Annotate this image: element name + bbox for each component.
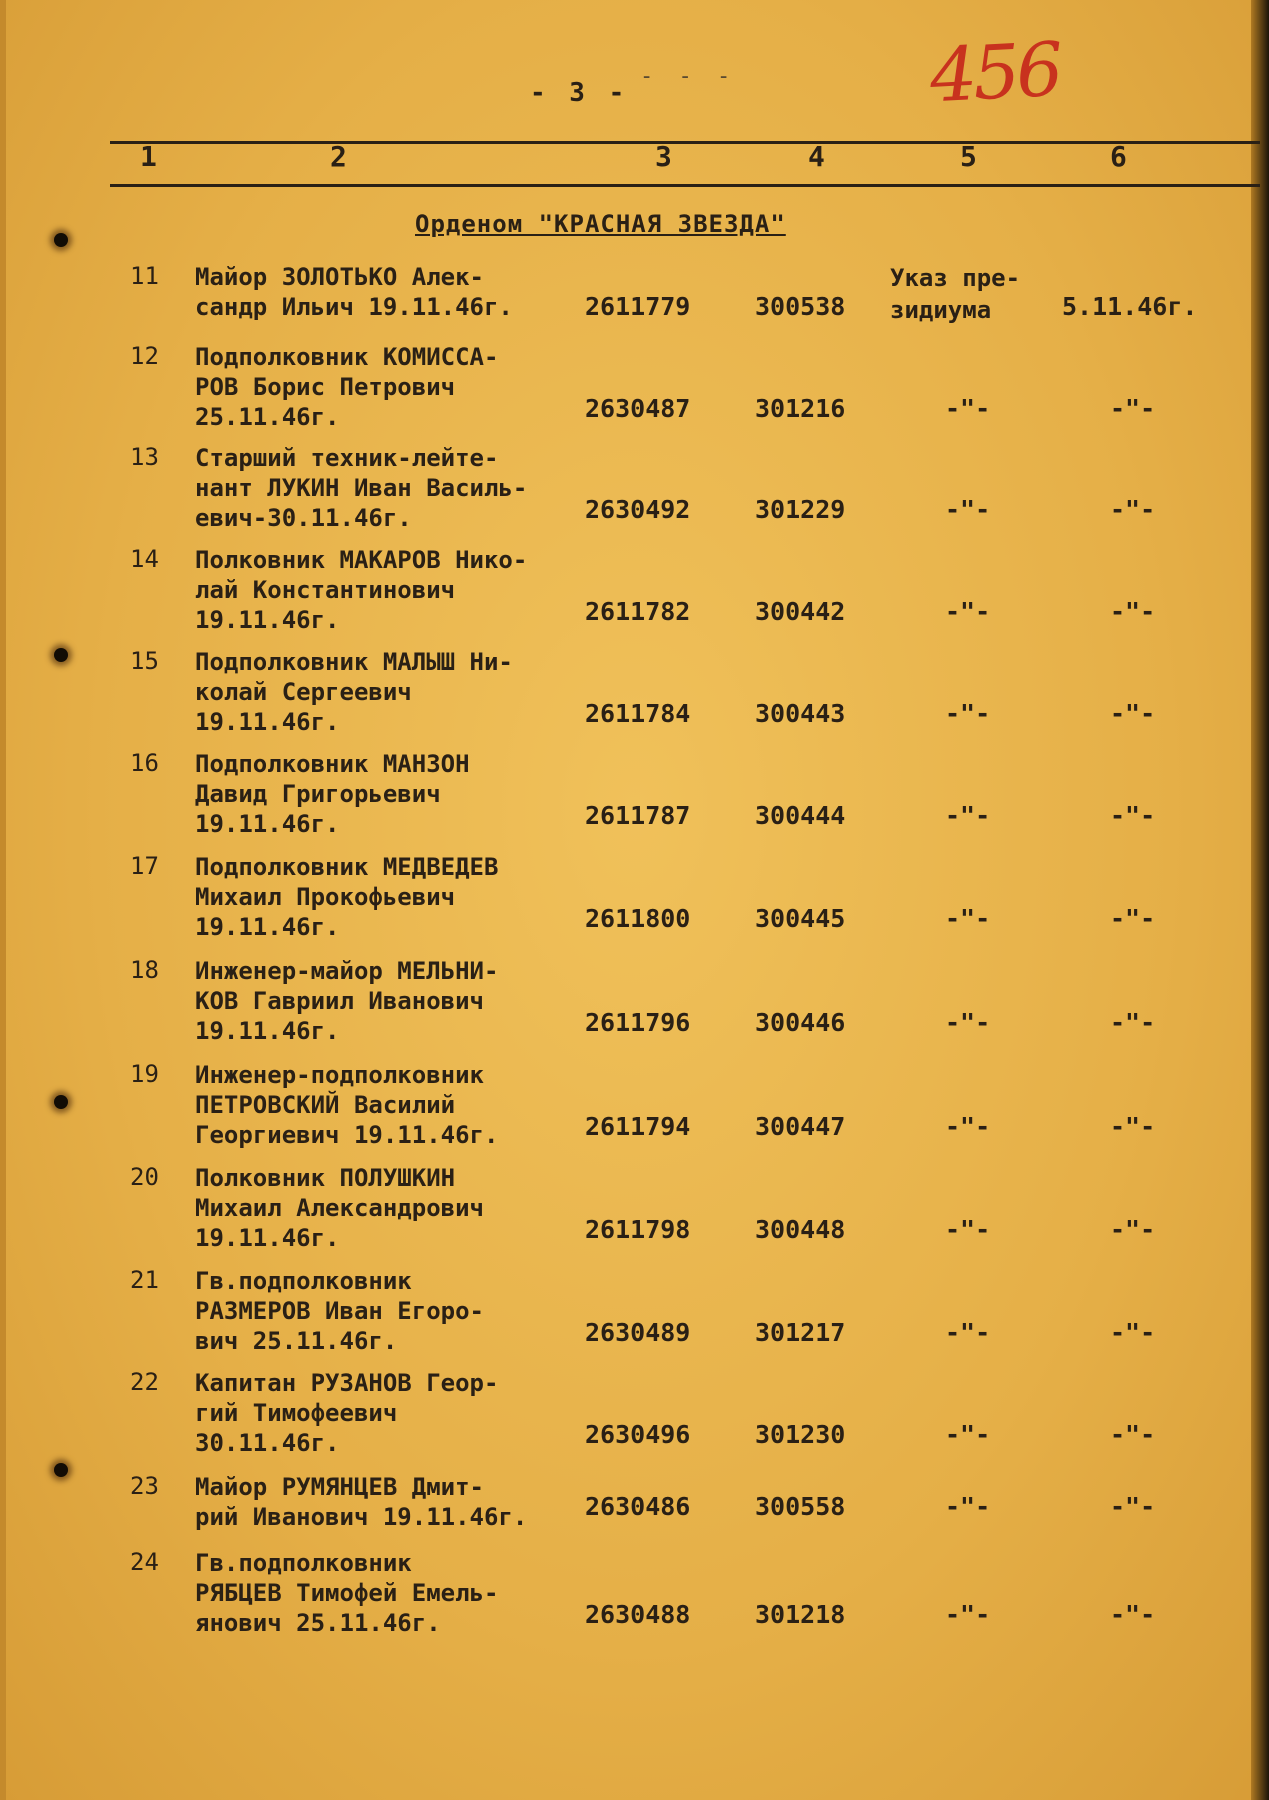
column-header-4: 4	[808, 140, 825, 173]
row-col6: -"-	[1110, 1008, 1156, 1037]
column-header-5: 5	[960, 140, 977, 173]
page-number: - 3 -	[530, 78, 629, 108]
row-number: 18	[130, 956, 159, 984]
row-col3: 2611796	[585, 1008, 691, 1037]
punch-hole	[54, 648, 68, 662]
row-col3: 2611782	[585, 597, 691, 626]
row-col4: 300442	[755, 597, 846, 626]
row-description: Гв.подполковник РЯБЦЕВ Тимофей Емель- янович 25.11.46г.	[195, 1549, 499, 1637]
row-description: Полковник ПОЛУШКИН Михаил Александрович 19.11.46г.	[195, 1164, 484, 1252]
row-col3: 2611794	[585, 1112, 691, 1141]
row-col4: 300538	[755, 292, 846, 321]
row-col6: -"-	[1110, 801, 1156, 830]
row-col3: 2630496	[585, 1420, 691, 1449]
row-col3: 2611784	[585, 699, 691, 728]
row-col4: 301229	[755, 495, 846, 524]
row-number: 20	[130, 1163, 159, 1191]
row-col6: -"-	[1110, 699, 1156, 728]
row-col4: 301217	[755, 1318, 846, 1347]
row-number: 12	[130, 342, 159, 370]
row-col5: -"-	[945, 1318, 991, 1347]
row-col4: 301218	[755, 1600, 846, 1629]
row-col5: -"-	[945, 1492, 991, 1521]
header-rule-top	[110, 141, 1260, 144]
row-description: Полковник МАКАРОВ Нико- лай Константинович 19.11.46г.	[195, 546, 528, 634]
column-header-3: 3	[655, 140, 672, 173]
row-col5: -"-	[945, 597, 991, 626]
row-col6: -"-	[1110, 495, 1156, 524]
row-col5: -"-	[945, 801, 991, 830]
page-right-edge	[1251, 0, 1269, 1800]
row-description: Инженер-подполковник ПЕТРОВСКИЙ Василий Георгиевич 19.11.46г.	[195, 1061, 499, 1149]
row-description: Гв.подполковник РАЗМЕРОВ Иван Егоро- вич 25.11.46г.	[195, 1267, 484, 1355]
column-header-6: 6	[1110, 140, 1127, 173]
section-title: Орденом "КРАСНАЯ ЗВЕЗДА"	[415, 210, 786, 238]
row-col6: -"-	[1110, 1600, 1156, 1629]
row-col6: -"-	[1110, 1215, 1156, 1244]
row-number: 21	[130, 1266, 159, 1294]
row-col4: 300448	[755, 1215, 846, 1244]
row-number: 14	[130, 545, 159, 573]
row-col6: -"-	[1110, 597, 1156, 626]
row-col5: -"-	[945, 1420, 991, 1449]
row-description: Майор РУМЯНЦЕВ Дмит- рий Иванович 19.11.46г.	[195, 1473, 528, 1531]
row-description: Подполковник МАНЗОН Давид Григорьевич 19.11.46г.	[195, 750, 470, 838]
row-description: Подполковник МЕДВЕДЕВ Михаил Прокофьевич 19.11.46г.	[195, 853, 499, 941]
row-col5: -"-	[945, 1600, 991, 1629]
row-description: Подполковник КОМИССА- РОВ Борис Петрович 25.11.46г.	[195, 343, 499, 431]
row-col4: 300558	[755, 1492, 846, 1521]
row-col6: 5.11.46г.	[1062, 292, 1198, 321]
row-col5: -"-	[945, 904, 991, 933]
punch-hole	[54, 1095, 68, 1109]
row-col3: 2611779	[585, 292, 691, 321]
header-rule-bottom	[110, 184, 1260, 187]
row-col6: -"-	[1110, 1112, 1156, 1141]
row-col3: 2611798	[585, 1215, 691, 1244]
row-col3: 2611787	[585, 801, 691, 830]
row-number: 11	[130, 262, 159, 290]
row-description: Инженер-майор МЕЛЬНИ- КОВ Гавриил Иванович 19.11.46г.	[195, 957, 499, 1045]
row-col4: 301230	[755, 1420, 846, 1449]
row-col6: -"-	[1110, 394, 1156, 423]
row-col3: 2630486	[585, 1492, 691, 1521]
column-header-2: 2	[330, 140, 347, 173]
row-col5: -"-	[945, 1215, 991, 1244]
row-col5: Указ пре- зидиума	[890, 264, 1021, 324]
row-col6: -"-	[1110, 904, 1156, 933]
row-col4: 300446	[755, 1008, 846, 1037]
row-col4: 300445	[755, 904, 846, 933]
row-col6: -"-	[1110, 1318, 1156, 1347]
punch-hole	[54, 1463, 68, 1477]
row-col3: 2630487	[585, 394, 691, 423]
row-number: 17	[130, 852, 159, 880]
row-col3: 2630488	[585, 1600, 691, 1629]
archive-number-handwritten: 456	[927, 26, 1062, 120]
row-col5: -"-	[945, 1008, 991, 1037]
row-col5: -"-	[945, 699, 991, 728]
punch-hole	[54, 233, 68, 247]
row-col6: -"-	[1110, 1420, 1156, 1449]
row-col5: -"-	[945, 394, 991, 423]
page-left-edge	[0, 0, 6, 1800]
row-number: 22	[130, 1368, 159, 1396]
row-col5: -"-	[945, 495, 991, 524]
row-number: 13	[130, 443, 159, 471]
row-col5: -"-	[945, 1112, 991, 1141]
row-description: Майор ЗОЛОТЬКО Алек- сандр Ильич 19.11.46г.	[195, 263, 513, 321]
row-number: 16	[130, 749, 159, 777]
column-header-1: 1	[140, 140, 157, 173]
row-col6: -"-	[1110, 1492, 1156, 1521]
row-description: Капитан РУЗАНОВ Геор- гий Тимофеевич 30.11.46г.	[195, 1369, 499, 1457]
row-col3: 2611800	[585, 904, 691, 933]
row-col4: 300444	[755, 801, 846, 830]
row-col3: 2630492	[585, 495, 691, 524]
row-col3: 2630489	[585, 1318, 691, 1347]
dash-marks: - - -	[640, 64, 737, 89]
row-number: 19	[130, 1060, 159, 1088]
row-description: Подполковник МАЛЫШ Ни- колай Сергеевич 19.11.46г.	[195, 648, 513, 736]
row-description: Старший техник-лейте- нант ЛУКИН Иван Василь- евич-30.11.46г.	[195, 444, 528, 532]
row-col4: 301216	[755, 394, 846, 423]
row-col4: 300447	[755, 1112, 846, 1141]
row-number: 15	[130, 647, 159, 675]
row-number: 24	[130, 1548, 159, 1576]
row-number: 23	[130, 1472, 159, 1500]
row-col4: 300443	[755, 699, 846, 728]
